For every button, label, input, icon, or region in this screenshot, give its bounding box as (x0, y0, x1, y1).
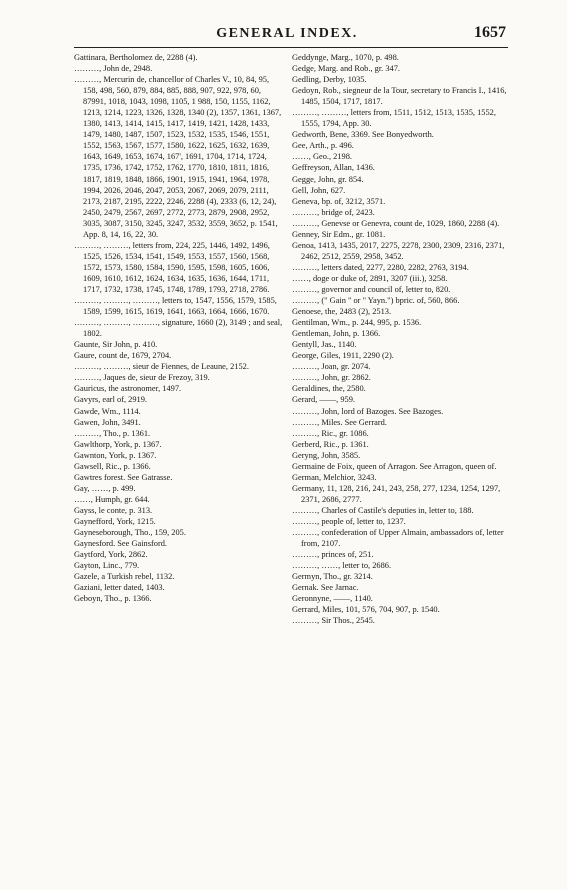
right-column (292, 52, 508, 626)
index-entry: Gaunte, Sir John, p. 410. (74, 340, 158, 350)
index-entry: Gedling, Derby, 1035. (292, 75, 367, 85)
index-entry: Genoa, 1413, 1435, 2017, 2275, 2278, 2300, 2309, 2316, 2371, 2462, 2512, 2559, 2958, 3452. (292, 240, 505, 261)
index-entry: Gawsell, Ric., p. 1366. (74, 461, 151, 471)
index-entry: Gawnton, York, p. 1367. (74, 450, 157, 460)
index-entry: Gaziani, letter dated, 1403. (74, 583, 165, 593)
index-entry: Gawde, Wm., 1114. (74, 406, 141, 416)
index-entry: Gaure, count de, 1679, 2704. (74, 351, 172, 361)
index-entry: Geraldines, the, 2580. (292, 384, 366, 394)
index-entry: Gernak. See Jarnac. (292, 583, 359, 593)
index-entry: Gedoyn, Rob., siegneur de la Tour, secretary to Francis I., 1416, 1485, 1504, 1717, 1817. (292, 86, 507, 107)
index-entry: Gawtres forest. See Gatrasse. (74, 472, 173, 482)
index-entry: Gattinara, Bertholomez de, 2288 (4). (74, 53, 198, 62)
index-entry: Gerrard, Miles, 101, 576, 704, 907, p. 1540. (292, 605, 440, 615)
index-entry: German, Melchior, 3243. (292, 472, 377, 482)
index-entry: ………, people of, letter to, 1237. (292, 516, 406, 526)
index-entry: ………, John, gr. 2862. (292, 373, 371, 383)
index-entry: Genoese, the, 2483 (2), 2513. (292, 307, 392, 317)
index-entry: Gedworth, Bene, 3369. See Bonyedworth. (292, 130, 434, 140)
index-entry: Geronnyne, ——, 1140. (292, 594, 373, 604)
index-entry: Gerard, ——, 959. (292, 395, 356, 405)
index-entry: Gawlthorp, York, p. 1367. (74, 439, 162, 449)
index-entry: ………, Joan, gr. 2074. (292, 362, 371, 372)
index-entry: ………, ………, sieur de Fiennes, de Leaune, 2152. (74, 362, 249, 372)
index-entry: ………, ………, ………, signature, 1660 (2), 3149 ; and seal, 1802. (74, 318, 283, 339)
index-entry: ………, princes of, 251. (292, 550, 374, 560)
index-entry: Gayneseborough, Tho., 159, 205. (74, 528, 186, 538)
index-entry: Gee, Arth., p. 496. (292, 141, 354, 151)
index-entry: ………, John, lord of Bazoges. See Bazoges. (292, 406, 444, 416)
index-entry: Germany, 11, 128, 216, 241, 243, 258, 277, 1234, 1254, 1297, 2371, 2686, 2777. (292, 483, 501, 504)
index-entry: ………, Genevse or Genevra, count de, 1029, 1860, 2288 (4). (292, 218, 500, 228)
left-column (74, 52, 284, 604)
index-entry: Gell, John, 627. (292, 185, 346, 195)
index-entry: ………, governor and council of, letter to, 820. (292, 284, 451, 294)
index-entry: ………, letters dated, 2277, 2280, 2282, 2763, 3194. (292, 262, 469, 272)
index-entry: Geryng, John, 3585. (292, 450, 361, 460)
index-entry: ………, (" Gain " or " Yayn.") bpric. of, 560, 866. (292, 296, 460, 306)
index-entry: ………, Ric., gr. 1086. (292, 428, 369, 438)
index-entry: Geffreyson, Allan, 1436. (292, 163, 375, 173)
index-entry: Gayton, Linc., 779. (74, 561, 140, 571)
index-entry: Gauricus, the astronomer, 1497. (74, 384, 182, 394)
index-entry: Geboyn, Tho., p. 1366. (74, 594, 152, 604)
index-entry: ………, Charles of Castile's deputies in, letter to, 188. (292, 505, 474, 515)
index-entry: Gavyrs, earl of, 2919. (74, 395, 148, 405)
index-entry: Gegge, John, gr. 854. (292, 174, 364, 184)
index-entry: ………, Sir Thos., 2545. (292, 616, 375, 626)
index-entry: ……, Humph, gr. 644. (74, 494, 150, 504)
index-entry: Gayss, le conte, p. 313. (74, 505, 153, 515)
index-entry: ………, John de, 2948. (74, 64, 153, 74)
index-entry: Genney, Sir Edm., gr. 1081. (292, 229, 386, 239)
index-entry: Gawen, John, 3491. (74, 417, 141, 427)
index-entry: Gentilman, Wm., p. 244, 995, p. 1536. (292, 318, 422, 328)
index-entry: ………, confederation of Upper Almain, ambassadors of, letter from, 2107. (292, 528, 504, 549)
index-entry: ………, bridge of, 2423. (292, 207, 375, 217)
index-entry: Gedge, Marg. and Rob., gr. 347. (292, 64, 401, 74)
index-entry: ………, Miles. See Gerrard. (292, 417, 387, 427)
index-entry: Gaytford, York, 2862. (74, 550, 148, 560)
index-entry: Geddynge, Marg., 1070, p. 498. (292, 53, 399, 62)
index-entry: Gay, ……, p. 499. (74, 483, 136, 493)
index-entry: Gentleman, John, p. 1366. (292, 329, 381, 339)
index-entry: ………, ……, letter to, 2686. (292, 561, 392, 571)
index-entry: Gentyll, Jas., 1140. (292, 340, 357, 350)
index-entry: ………, Jaques de, sieur de Frezoy, 319. (74, 373, 210, 383)
index-entry: Germaine de Foix, queen of Arragon. See Arragon, queen of. (292, 461, 497, 471)
index-entry: ……, doge or duke of, 2891, 3207 (iii.), 3258. (292, 273, 448, 283)
index-entry: Germyn, Tho., gr. 3214. (292, 572, 373, 582)
index-entry: Gaynesford. See Gainsford. (74, 539, 168, 549)
index-entry: ………, ………, letters from, 1511, 1512, 1513, 1535, 1552, 1555, 1794, App. 30. (292, 108, 496, 129)
index-entry: Gaynefford, York, 1215. (74, 516, 156, 526)
page-header (74, 24, 506, 42)
index-entry: ………, Tho., p. 1361. (74, 428, 151, 438)
index-entry: George, Giles, 1911, 2290 (2). (292, 351, 394, 361)
header-rule (74, 47, 508, 48)
running-title: GENERAL INDEX. (216, 26, 358, 41)
index-entry: ………, ………, ………, letters to, 1547, 1556, 1579, 1585, 1589, 1599, 1615, 1619, 1641, 1663, 1664, 1666, 1670. (74, 296, 277, 317)
index-entry: ………, Mercurin de, chancellor of Charles V., 10, 84, 95, 158, 498, 560, 879, 884, 885, 888, 907, 922, 978, 60, 87991, 1018, 1043, 1098, 1105, 1 988, 150, 1155, 1162, 1213, 1214, 1223, 1326, 1328, 1340 (2), 1357, 1361, 1367, 1380, 1413, 1414, 1415, 1417, 1419, 1421, 1428, 1433, 1479, 1480, 1487, 1507, 1523, 1532, 1535, 1546, 1551, 1552, 1563, 1567, 1577, 1580, 1622, 1625, 1632, 1639, 1643, 1649, 1653, 1674, 167', 1691, 1704, 1714, 1724, 1735, 1736, 1742, 1752, 1762, 1770, 1810, 1811, 1816, 1817, 1819, 1848, 1866, 1901, 1915, 1941, 1964, 1978, 1994, 2026, 2046, 2047, 2053, 2067, 2069, 2079, 2111, 2173, 2187, 2195, 2222, 2246, 2288 (4), 2333 (6, 12, 24), 2450, 2479, 2567, 2697, 2772, 2773, 2879, 2908, 2952, 3035, 3087, 3150, 3245, 3247, 3532, 3559, 3652, p. 1541, App. 8, 14, 16, 22, 30. (74, 75, 282, 239)
index-entry: ……, Geo., 2198. (292, 152, 353, 162)
index-entry: Gerberd, Ric., p. 1361. (292, 439, 369, 449)
index-entry: Geneva, bp. of, 3212, 3571. (292, 196, 386, 206)
page-number: 1657 (474, 24, 506, 41)
index-entry: ………, ………, letters from, 224, 225, 1446, 1492, 1496, 1525, 1526, 1534, 1541, 1549, 1553, 1557, 1560, 1568, 1572, 1573, 1580, 1584, 1590, 1595, 1598, 1605, 1606, 1609, 1610, 1612, 1624, 1634, 1635, 1636, 1644, 1711, 1717, 1732, 1738, 1745, 1748, 1789, 1793, 2718, 2786. (74, 240, 270, 294)
index-entry: Gazele, a Turkish rebel, 1132. (74, 572, 175, 582)
